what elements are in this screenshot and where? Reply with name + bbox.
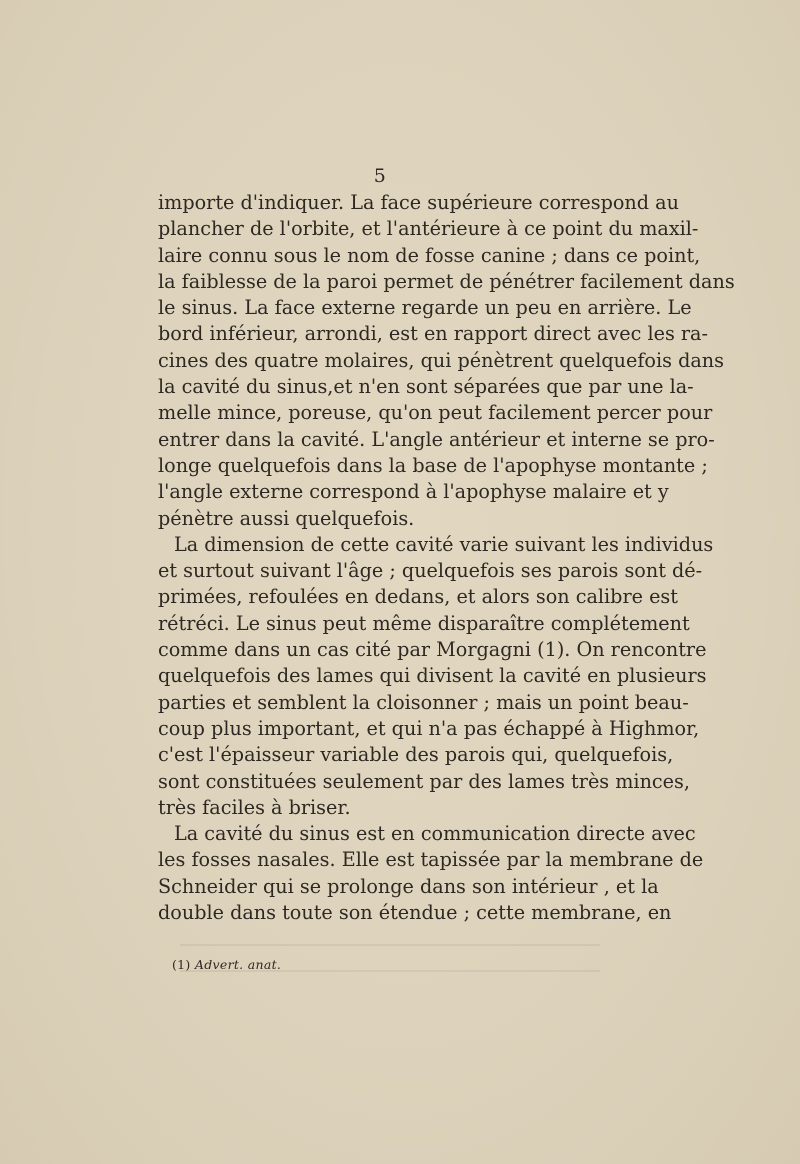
text-line: parties et semblent la cloisonner ; mais un point beau- xyxy=(158,690,689,714)
text-line: comme dans un cas cité par Morgagni (1). On rencontre xyxy=(158,638,707,662)
body-text xyxy=(158,190,735,926)
text-line: primées, refoulées en dedans, et alors son calibre est xyxy=(158,585,678,609)
text-line: pénètre aussi quelquefois. xyxy=(158,506,415,530)
text-line: entrer dans la cavité. L'angle antérieur et interne se pro- xyxy=(158,427,715,451)
text-line: bord inférieur, arrondi, est en rapport direct avec les ra- xyxy=(158,322,708,346)
text-line: la faiblesse de la paroi permet de pénétrer facilement dans xyxy=(158,269,735,293)
footnote xyxy=(172,957,281,972)
text-line: sont constituées seulement par des lames très minces, xyxy=(158,769,690,793)
footnote-text: Advert. anat. xyxy=(194,957,282,972)
text-line: Schneider qui se prolonge dans son intérieur , et la xyxy=(158,874,659,898)
text-line: c'est l'épaisseur variable des parois qui, quelquefois, xyxy=(158,743,674,767)
text-line: quelquefois des lames qui divisent la cavité en plusieurs xyxy=(158,664,707,688)
text-line: La dimension de cette cavité varie suivant les individus xyxy=(174,532,714,556)
text-line: importe d'indiquer. La face supérieure correspond au xyxy=(158,191,679,214)
text-line: les fosses nasales. Elle est tapissée par la membrane de xyxy=(158,848,704,872)
page-number: 5 xyxy=(373,165,387,187)
text-line: cines des quatre molaires, qui pénètrent quelquefois dans xyxy=(158,348,724,372)
footnote-mark: (1) xyxy=(172,957,191,972)
text-line: rétréci. Le sinus peut même disparaître complétement xyxy=(158,611,690,635)
text-line: La cavité du sinus est en communication directe avec xyxy=(174,822,696,846)
text-line: la cavité du sinus,et n'en sont séparées que par une la- xyxy=(158,375,694,399)
text-line: longe quelquefois dans la base de l'apophyse montante ; xyxy=(158,453,708,477)
text-line: et surtout suivant l'âge ; quelquefois ses parois sont dé- xyxy=(158,559,703,583)
text-line: double dans toute son étendue ; cette membrane, en xyxy=(158,901,672,925)
text-line: très faciles à briser. xyxy=(158,795,351,819)
text-line: coup plus important, et qui n'a pas échappé à Highmor, xyxy=(158,716,700,740)
text-line: l'angle externe correspond à l'apophyse malaire et y xyxy=(158,480,669,504)
text-line: laire connu sous le nom de fosse canine ; dans ce point, xyxy=(158,243,701,267)
text-line: melle mince, poreuse, qu'on peut facilement percer pour xyxy=(158,401,713,425)
text-line: plancher de l'orbite, et l'antérieure à ce point du maxil- xyxy=(158,217,699,241)
text-line: le sinus. La face externe regarde un peu en arrière. Le xyxy=(158,296,692,320)
